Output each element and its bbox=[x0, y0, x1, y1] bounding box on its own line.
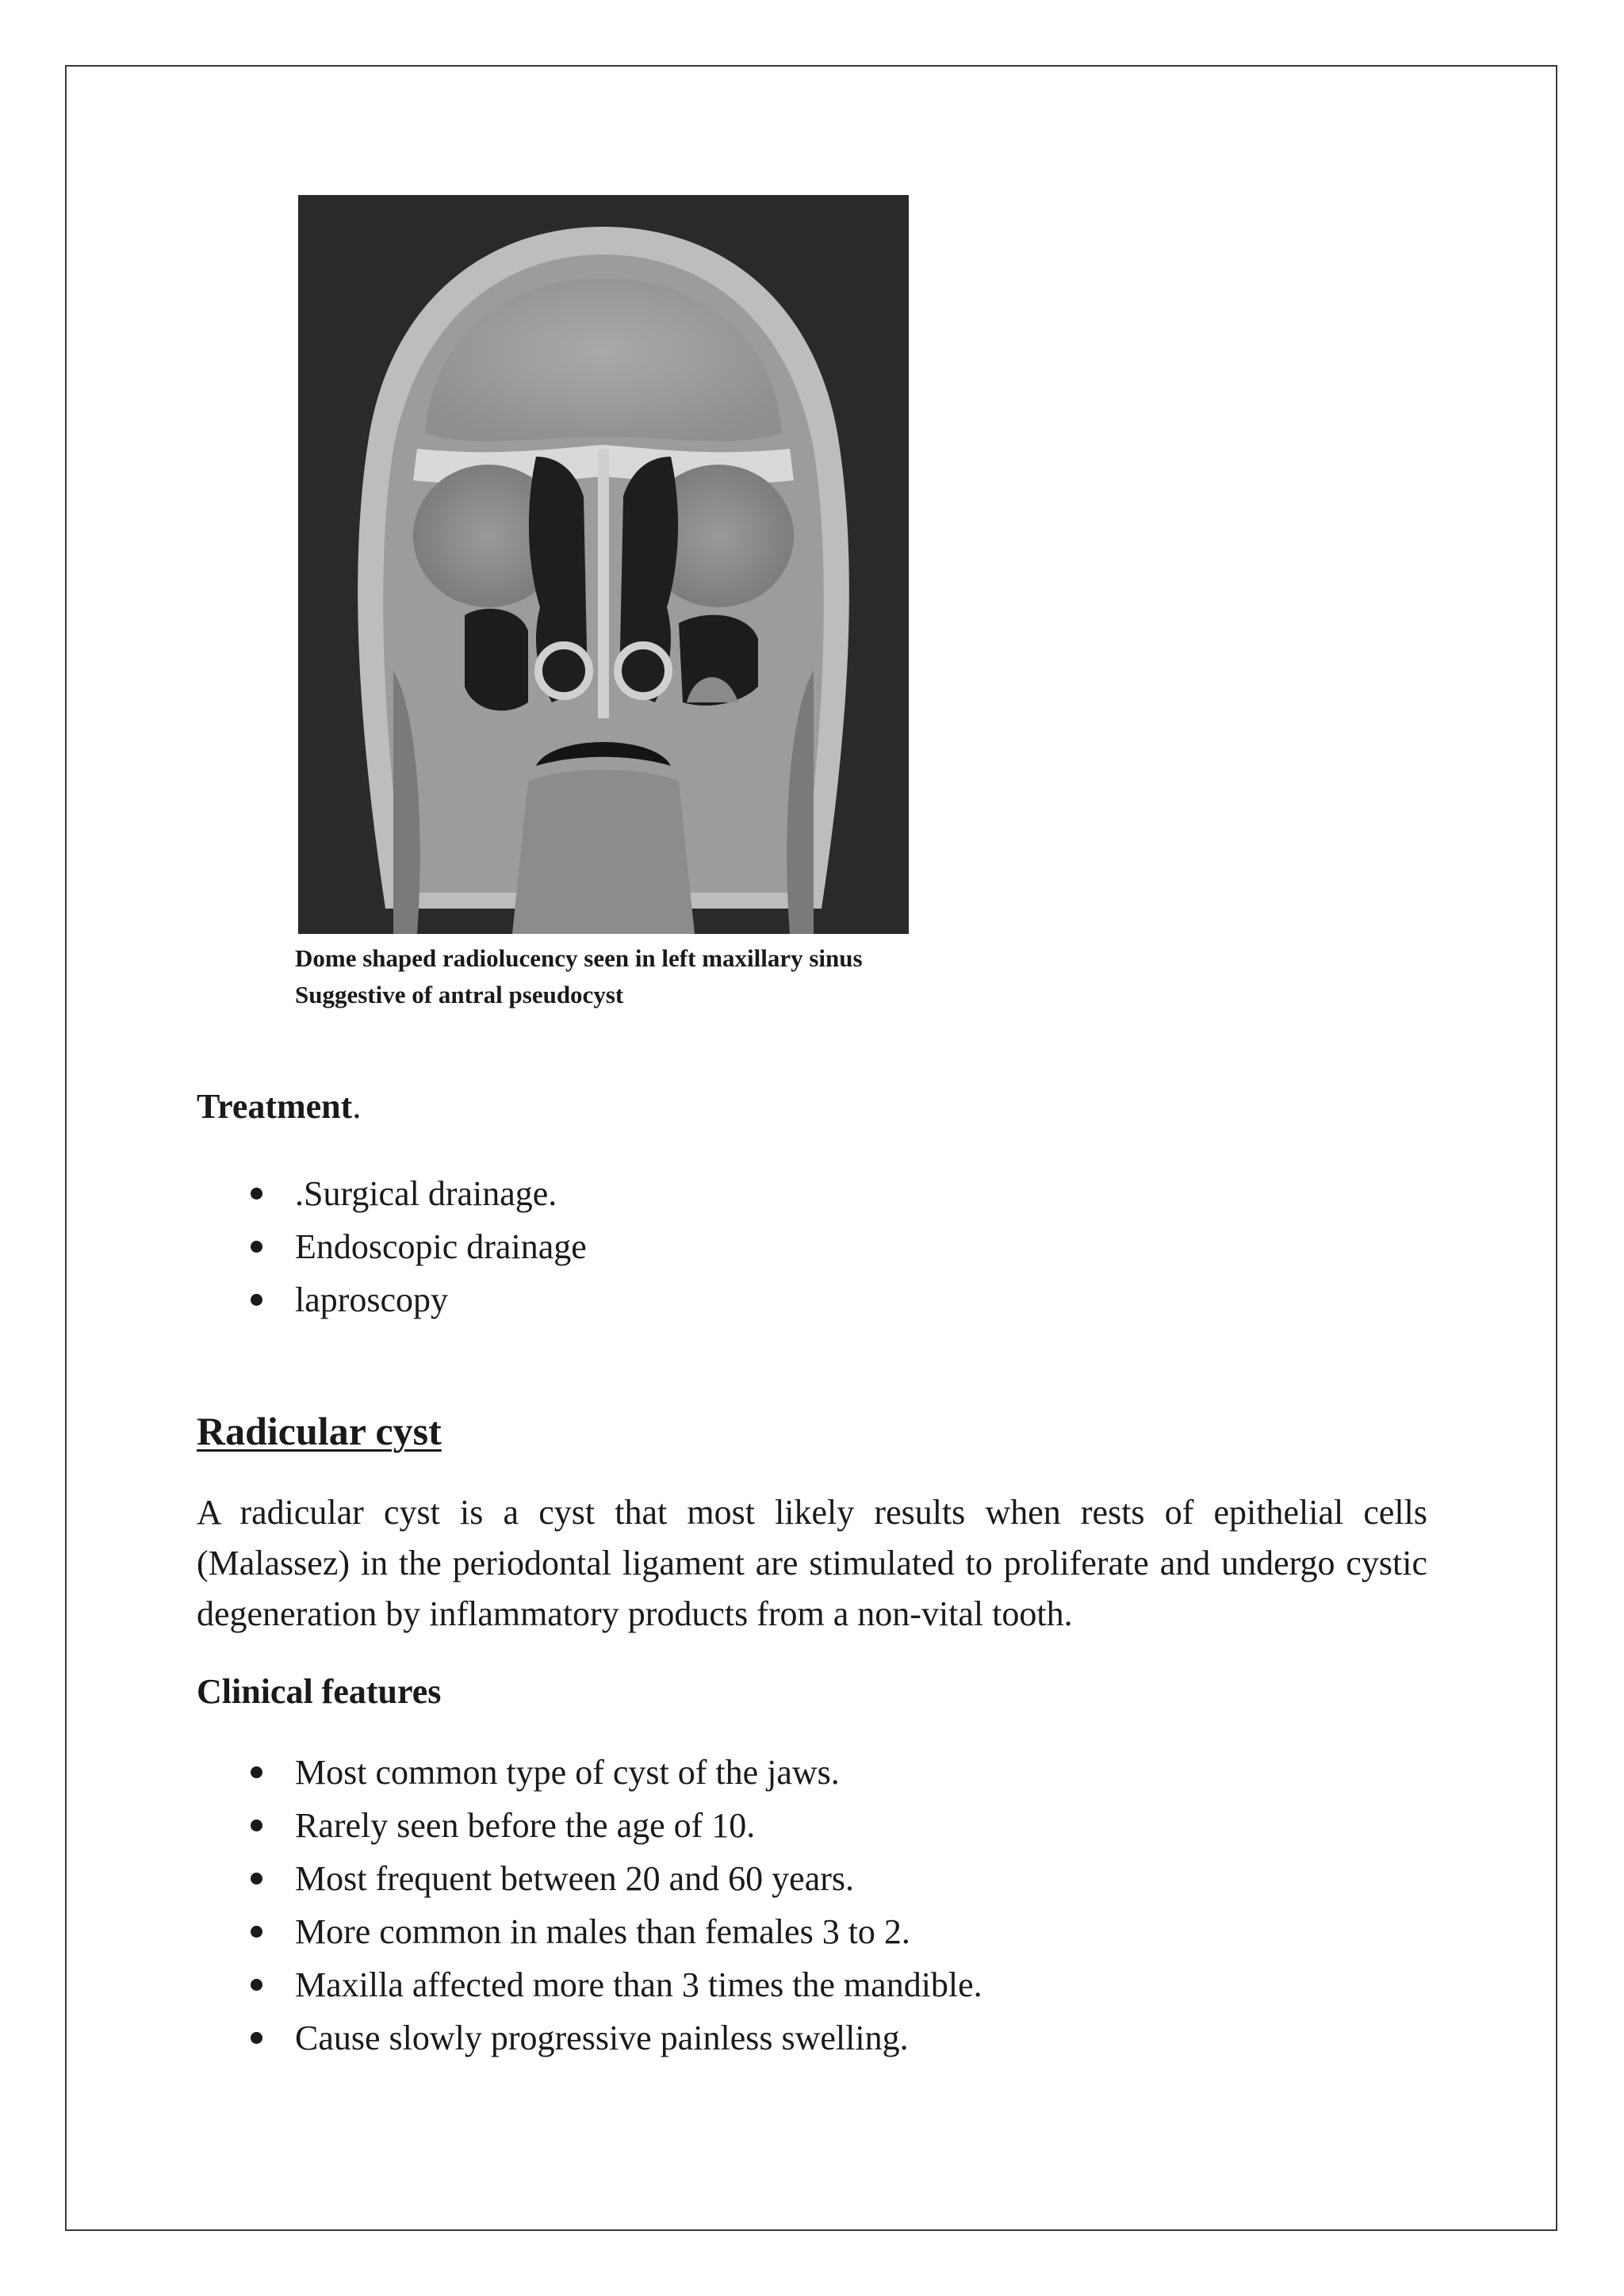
treatment-heading-text: Treatment bbox=[197, 1087, 353, 1126]
caption-line-2: Suggestive of antral pseudocyst bbox=[295, 981, 624, 1008]
list-item: Most common type of cyst of the jaws. bbox=[197, 1746, 982, 1799]
list-item: Most frequent between 20 and 60 years. bbox=[197, 1852, 982, 1905]
treatment-heading bbox=[197, 1086, 361, 1127]
list-item: More common in males than females 3 to 2. bbox=[197, 1905, 982, 1958]
treatment-heading-dot: . bbox=[352, 1087, 362, 1126]
list-item: Cause slowly progressive painless swelling. bbox=[197, 2011, 982, 2064]
treatment-list bbox=[197, 1167, 587, 1326]
radicular-cyst-heading: Radicular cyst bbox=[197, 1409, 442, 1453]
figure-caption bbox=[295, 940, 863, 1013]
caption-line-1: Dome shaped radiolucency seen in left maxillary sinus bbox=[295, 944, 863, 972]
list-item: Rarely seen before the age of 10. bbox=[197, 1799, 982, 1852]
list-item: Maxilla affected more than 3 times the mandible. bbox=[197, 1958, 982, 2011]
radicular-cyst-paragraph: A radicular cyst is a cyst that most likely results when rests of epithelial cells (Malassez) in the periodontal ligament are stimulated to proliferate and undergo cystic degeneration by inflammatory products from a non-vital tooth. bbox=[197, 1493, 1427, 1633]
clinical-features-heading: Clinical features bbox=[197, 1672, 442, 1711]
list-item: Endoscopic drainage bbox=[197, 1220, 587, 1273]
list-item: .Surgical drainage. bbox=[197, 1167, 587, 1220]
list-item: laproscopy bbox=[197, 1273, 587, 1326]
clinical-features-list bbox=[197, 1746, 982, 2064]
ct-scan-image bbox=[298, 195, 909, 934]
